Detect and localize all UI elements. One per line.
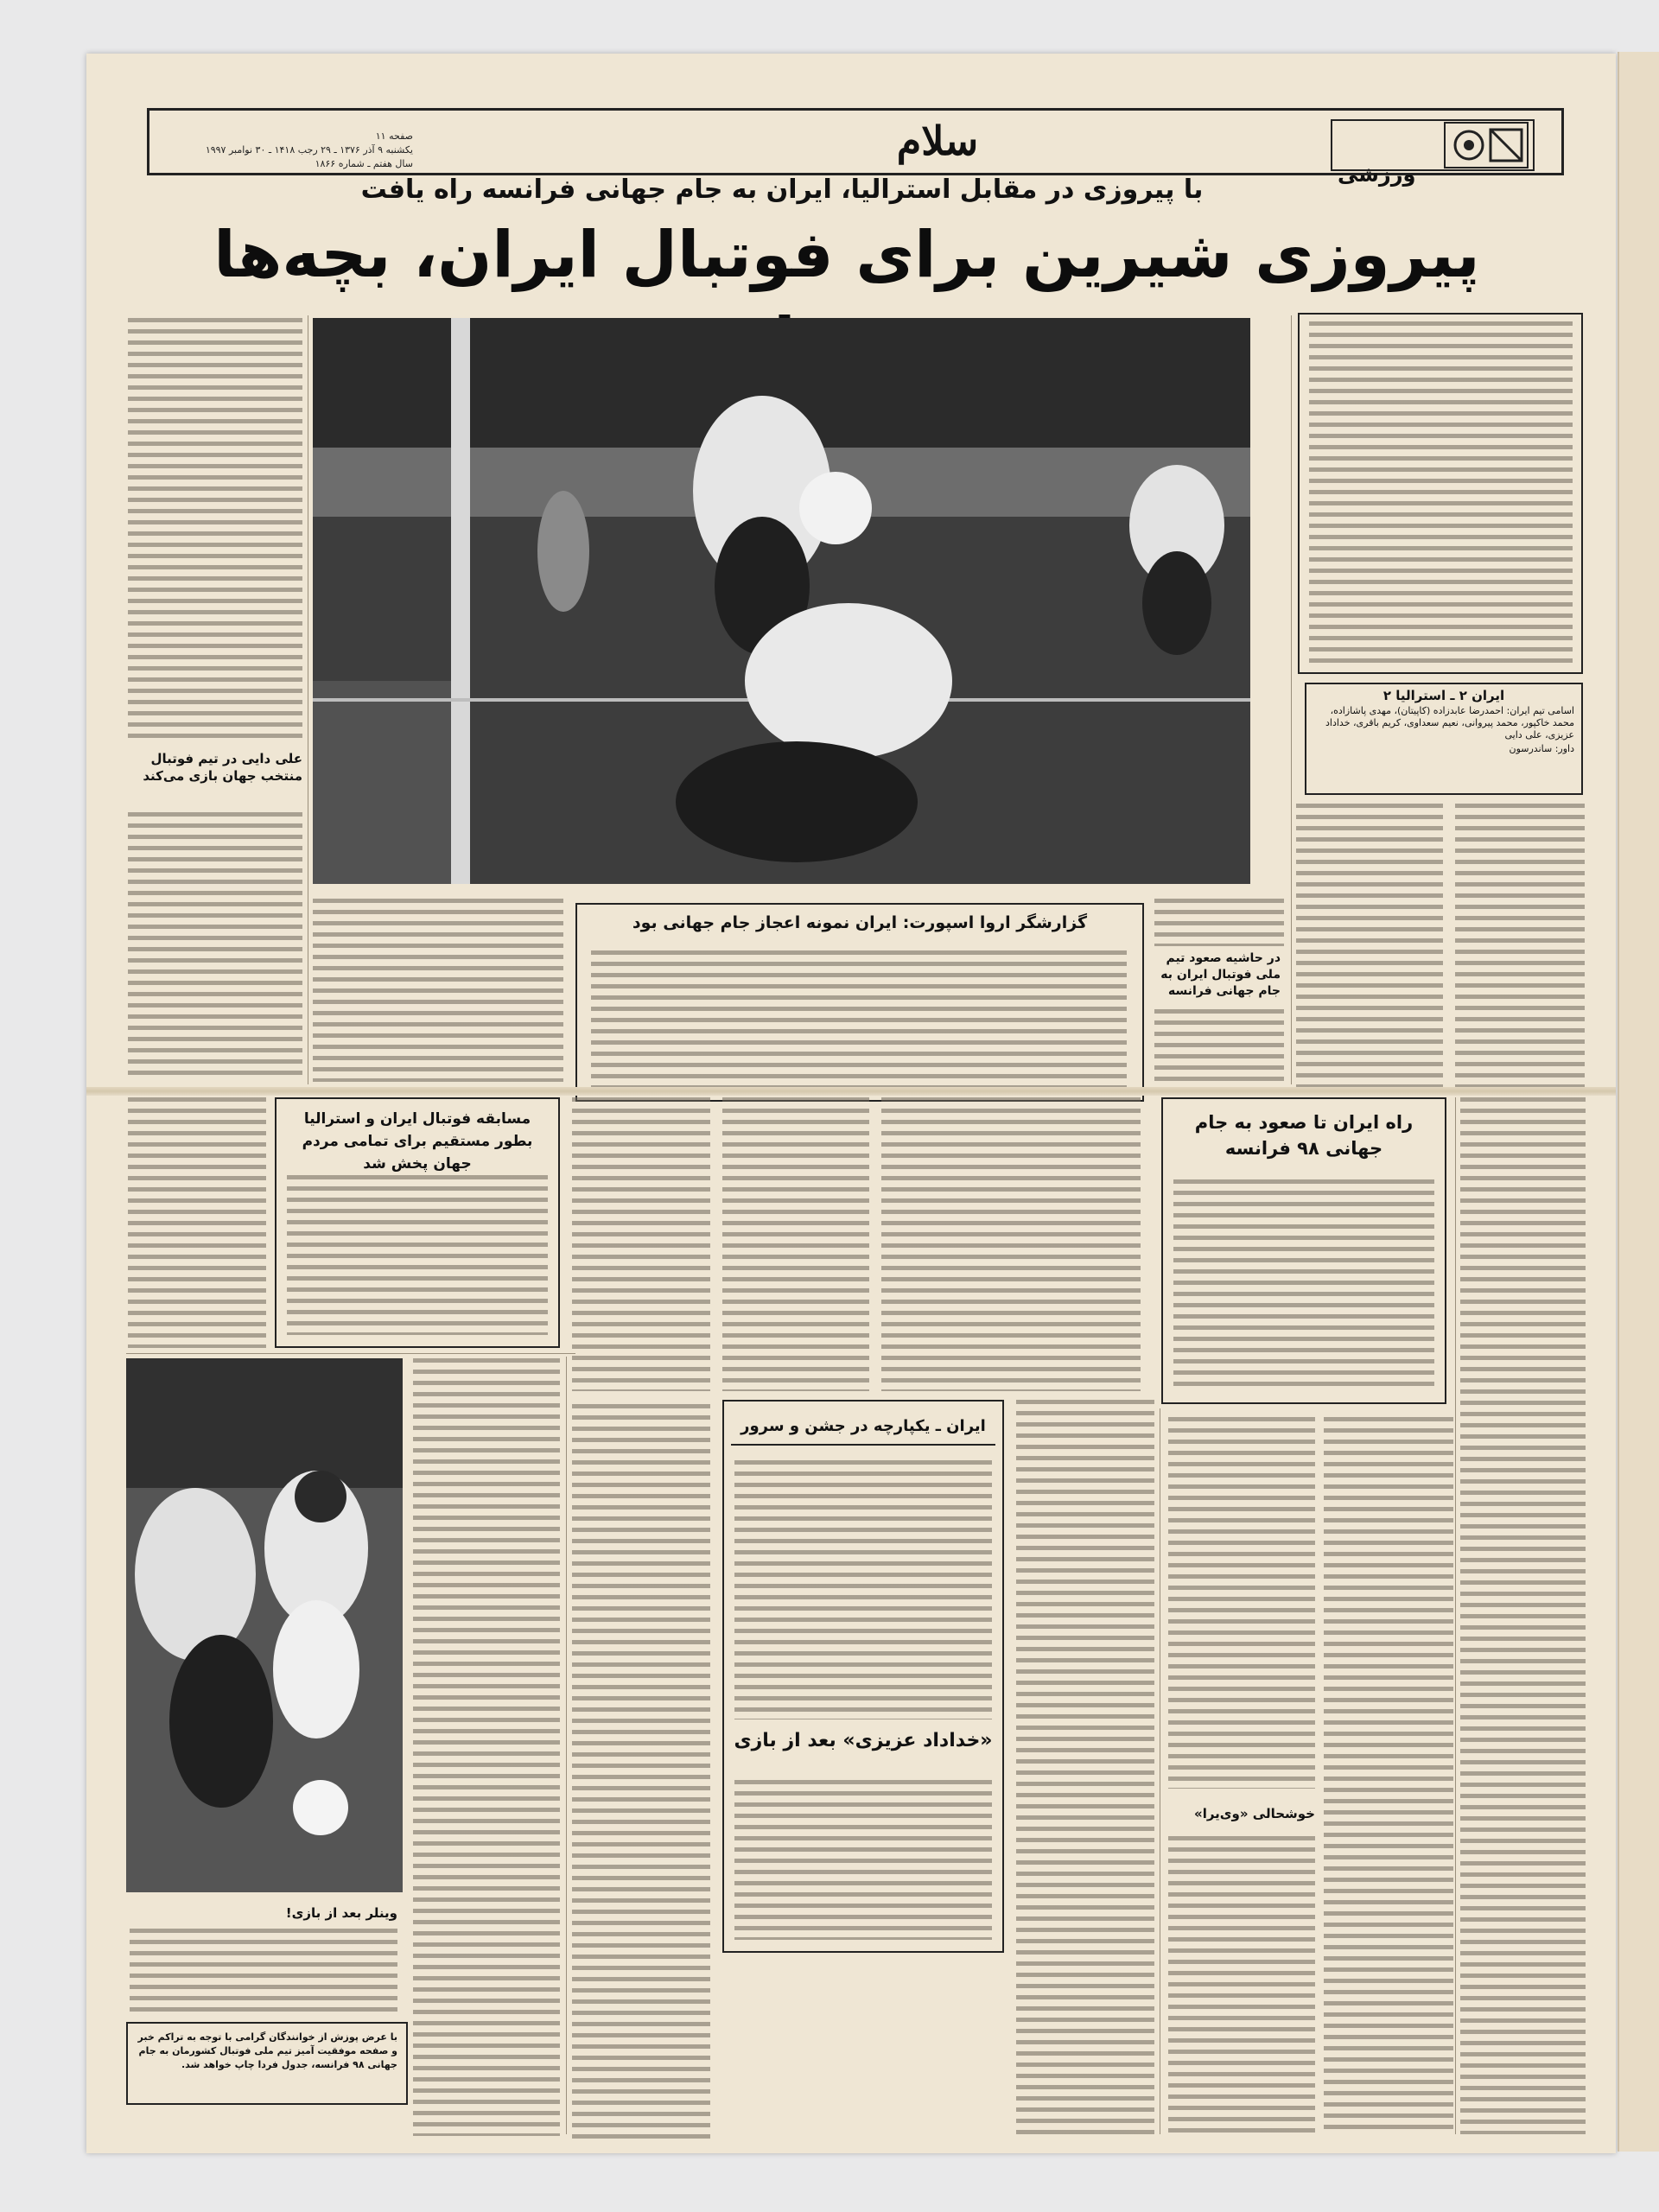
issue-line: سال هفتم ـ شماره ۱۸۶۶	[315, 158, 413, 169]
column-rule	[566, 1357, 567, 2134]
mid-column-3	[881, 1097, 1141, 1391]
column-rule	[1291, 315, 1292, 1084]
mid-lower-column-5	[1168, 1836, 1315, 2134]
next-page-edge	[1618, 52, 1659, 2152]
section-rule	[126, 1353, 575, 1354]
right-column-text-lower	[1460, 1097, 1586, 2134]
lead-story-text	[1309, 321, 1573, 667]
section-label: ورزشی	[1338, 162, 1416, 187]
celebration-subtitle: «خداداد عزیزی» بعد از بازی	[734, 1730, 993, 1751]
mid-column-2	[722, 1097, 869, 1391]
main-match-photo	[313, 318, 1250, 884]
lower-match-photo	[126, 1358, 403, 1892]
column-text-c	[1154, 1009, 1284, 1087]
celebration-title: ایران ـ یکپارچه در جشن و سرور	[731, 1408, 995, 1446]
main-headline: پیروزی شیرین برای فوتبال ایران، بچه‌ها	[213, 218, 1480, 292]
lineup-box	[1305, 683, 1583, 795]
issue-info	[154, 130, 413, 171]
lower-left-text	[130, 1929, 397, 2015]
mid-lower-column-4	[1168, 1417, 1315, 1789]
mid-column-1	[572, 1097, 710, 1391]
newspaper-logo: سلام	[896, 118, 979, 164]
lineup-text: اسامی تیم ایران: احمدرضا عابدزاده (کاپیتان)، مهدی پاشازاده، محمد خاکپور، محمد پیروانی، نعیم سعداوی، کریم باقری، خداداد عزیزی، علی دایی	[1325, 705, 1574, 741]
lineup-title: ایران ۲ ـ استرالیا ۲	[1382, 688, 1505, 703]
vieira-head: خوشحالی «وی‌یرا»	[1194, 1806, 1315, 1821]
page-fold	[86, 1087, 1616, 1096]
left-column-text-2	[128, 812, 302, 1078]
celebration-text-1	[734, 1460, 992, 1719]
page-label: صفحه ۱۱	[375, 130, 413, 142]
mid-lower-column-6	[1324, 1417, 1453, 2134]
road-title: راه ایران تا صعود به جام جهانی ۹۸ فرانسه	[1194, 1112, 1414, 1159]
footer-note: با عرض پوزش از خوانندگان گرامی با توجه به تراکم خبر و صفحه موفقیت آمیز تیم ملی فوتبال کشورمان به جام جهانی ۹۸ فرانسه، جدول فردا چاپ خواهد شد.	[137, 2031, 397, 2070]
reporter-text	[591, 950, 1127, 1089]
broadcast-text	[287, 1175, 548, 1335]
mid-lower-column-3	[1016, 1400, 1154, 2134]
column-text-a	[313, 899, 563, 1082]
celebration-text-2	[734, 1780, 992, 1940]
footer-note-box	[126, 2022, 408, 2105]
column-text-e	[1455, 804, 1585, 1089]
mid-lower-column-2	[572, 1404, 710, 2139]
column-text-b	[1154, 899, 1284, 946]
left-column-text-1	[128, 318, 302, 741]
date-line: یکشنبه ۹ آذر ۱۳۷۶ ـ ۲۹ رجب ۱۴۱۸ ـ ۳۰ نوامبر ۱۹۹۷	[205, 144, 413, 156]
ali-daei-head: علی دایی در تیم فوتبال منتخب جهان بازی می‌کند	[143, 751, 302, 784]
reporter-title: گزارشگر اروا اسپورت: ایران نمونه اعجاز جام جهانی بود	[632, 913, 1088, 932]
left-column-text-3	[128, 1097, 266, 1348]
column-text-d	[1296, 804, 1443, 1089]
lineup-bullet: داور: ساندرسون	[1509, 743, 1574, 754]
column-rule	[1455, 1097, 1456, 2134]
after-game-head: وینلر بعد از بازی!	[285, 1905, 397, 1921]
qualification-head: در حاشیه صعود تیم ملی فوتبال ایران به جام جهانی فرانسه	[1160, 951, 1281, 998]
mid-lower-column-1	[413, 1358, 560, 2136]
sports-emblem-icon	[1443, 121, 1529, 169]
sub-headline: با پیروزی در مقابل استرالیا، ایران به جام جهانی فرانسه راه یافت	[360, 175, 1204, 205]
broadcast-title: مسابقه فوتبال ایران و استرالیا بطور مستقیم برای تمامی مردم جهان پخش شد	[302, 1110, 533, 1173]
road-text	[1173, 1179, 1434, 1391]
